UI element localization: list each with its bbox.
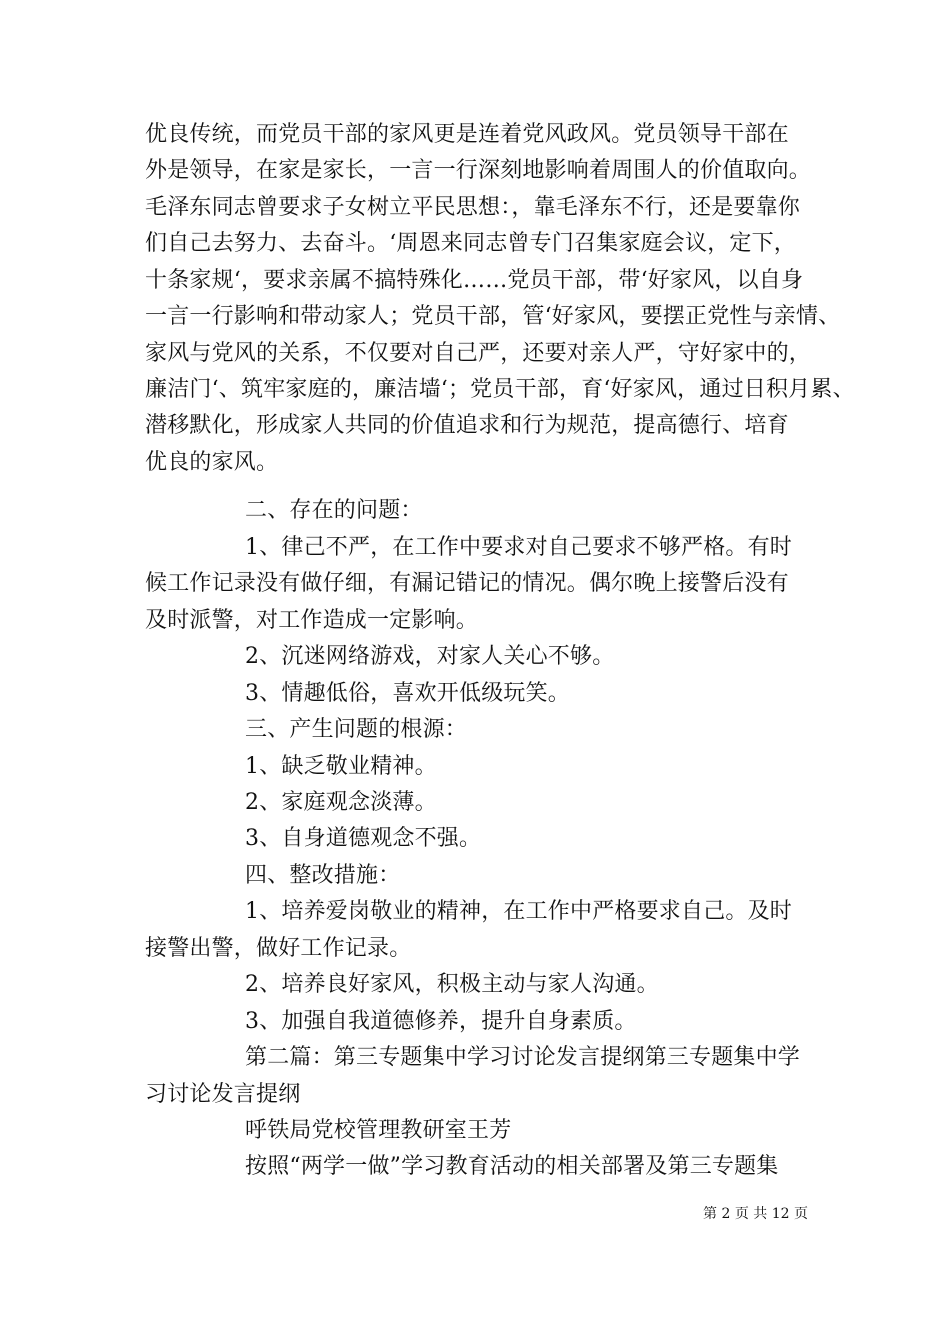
- text-line: 候工作记录没有做仔细，有漏记错记的情况。偶尔晚上接警后没有: [145, 571, 789, 596]
- text-line: 1、缺乏敬业精神。: [245, 754, 437, 779]
- section-heading: 三、产生问题的根源：: [245, 717, 468, 742]
- text-line: 及时派警，对工作造成一定影响。: [145, 608, 479, 633]
- text-line: 们自己去努力、去奋斗。‘周恩来同志曾专门召集家庭会议，定下，: [145, 231, 796, 256]
- text-line: 2、培养良好家风，积极主动与家人沟通。: [245, 972, 659, 997]
- page-number-footer: 第 2 页 共 12 页: [703, 1206, 808, 1222]
- text-line: 优良的家风。: [145, 450, 279, 475]
- text-line: 十条家规‘，要求亲属不搞特殊化……党员干部，带‘好家风，以自身: [145, 268, 804, 293]
- text-line: 一言一行影响和带动家人；党员干部，管‘好家风，要摆正党性与亲情、: [145, 304, 841, 329]
- text-line: 按照“两学一做”学习教育活动的相关部署及第三专题集: [245, 1154, 779, 1179]
- text-line: 家风与党风的关系，不仅要对自己严，还要对亲人严，守好家中的，: [145, 341, 812, 366]
- text-line: 外是领导，在家是家长，一言一行深刻地影响着周围人的价值取向。: [145, 158, 812, 183]
- text-line: 廉洁门‘、筑牢家庭的，廉洁墙‘；党员干部，育‘好家风，通过日积月累、: [145, 377, 855, 402]
- text-line: 优良传统，而党员干部的家风更是连着党风政风。党员领导干部在: [145, 122, 789, 147]
- chapter-heading: 第二篇：第三专题集中学习讨论发言提纲第三专题集中学: [245, 1045, 801, 1070]
- text-line: 2、家庭观念淡薄。: [245, 790, 437, 815]
- text-line: 3、自身道德观念不强。: [245, 826, 482, 851]
- chapter-heading: 习讨论发言提纲: [145, 1082, 301, 1107]
- section-heading: 二、存在的问题：: [245, 498, 423, 523]
- text-line: 1、律己不严，在工作中要求对自己要求不够严格。有时: [245, 535, 792, 560]
- text-line: 2、沉迷网络游戏，对家人关心不够。: [245, 644, 615, 669]
- text-line: 毛泽东同志曾要求子女树立平民思想：，靠毛泽东不行，还是要靠你: [145, 195, 801, 220]
- text-line: 潜移默化，形成家人共同的价值追求和行为规范，提高德行、培育: [145, 413, 789, 438]
- author-line: 呼铁局党校管理教研室王芳: [245, 1118, 512, 1143]
- text-line: 3、加强自我道德修养，提升自身素质。: [245, 1009, 637, 1034]
- text-line: 1、培养爱岗敬业的精神，在工作中严格要求自己。及时: [245, 899, 792, 924]
- text-line: 接警出警，做好工作记录。: [145, 936, 412, 961]
- text-line: 3、情趣低俗，喜欢开低级玩笑。: [245, 681, 570, 706]
- section-heading: 四、整改措施：: [245, 863, 401, 888]
